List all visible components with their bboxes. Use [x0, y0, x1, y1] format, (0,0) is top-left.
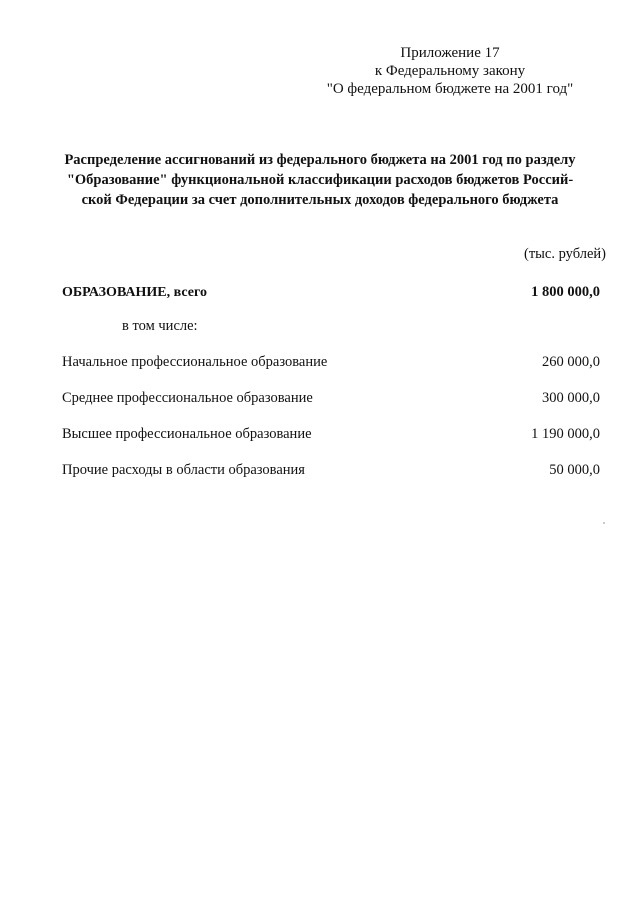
annex-law-ref: к Федеральному закону [374, 63, 526, 79]
row-value: 300 000,0 [542, 390, 600, 406]
annex-law-title: "О федеральном бюджете на 2001 год" [326, 81, 574, 97]
total-label: ОБРАЗОВАНИЕ, всего [62, 285, 207, 300]
row-label: Среднее профессиональное образование [62, 390, 313, 406]
row-value: 1 190 000,0 [531, 426, 600, 442]
title-line-2: "Образование" функциональной классификации расходов бюджетов Россий- [66, 172, 574, 188]
row-value: 50 000,0 [549, 462, 600, 478]
row-label: Высшее профессиональное образование [62, 426, 312, 442]
annex-header [300, 44, 600, 98]
units-note: (тыс. рублей) [524, 246, 606, 262]
row-value: 260 000,0 [542, 354, 600, 370]
document-title [40, 150, 600, 210]
table-row [62, 354, 600, 374]
annex-number: Приложение 17 [400, 45, 500, 61]
table-row [62, 462, 600, 482]
row-label: Начальное профессиональное образование [62, 354, 328, 370]
row-label: Прочие расходы в области образования [62, 462, 305, 478]
total-value: 1 800 000,0 [531, 284, 600, 300]
table-row [62, 390, 600, 410]
total-row [62, 284, 600, 304]
scan-speck [603, 522, 605, 524]
including-label: в том числе: [122, 318, 198, 334]
title-line-1: Распределение ассигнований из федерального бюджета на 2001 год по разделу [64, 152, 576, 168]
table-row [62, 426, 600, 446]
title-line-3: ской Федерации за счет дополнительных доходов федерального бюджета [81, 192, 559, 208]
